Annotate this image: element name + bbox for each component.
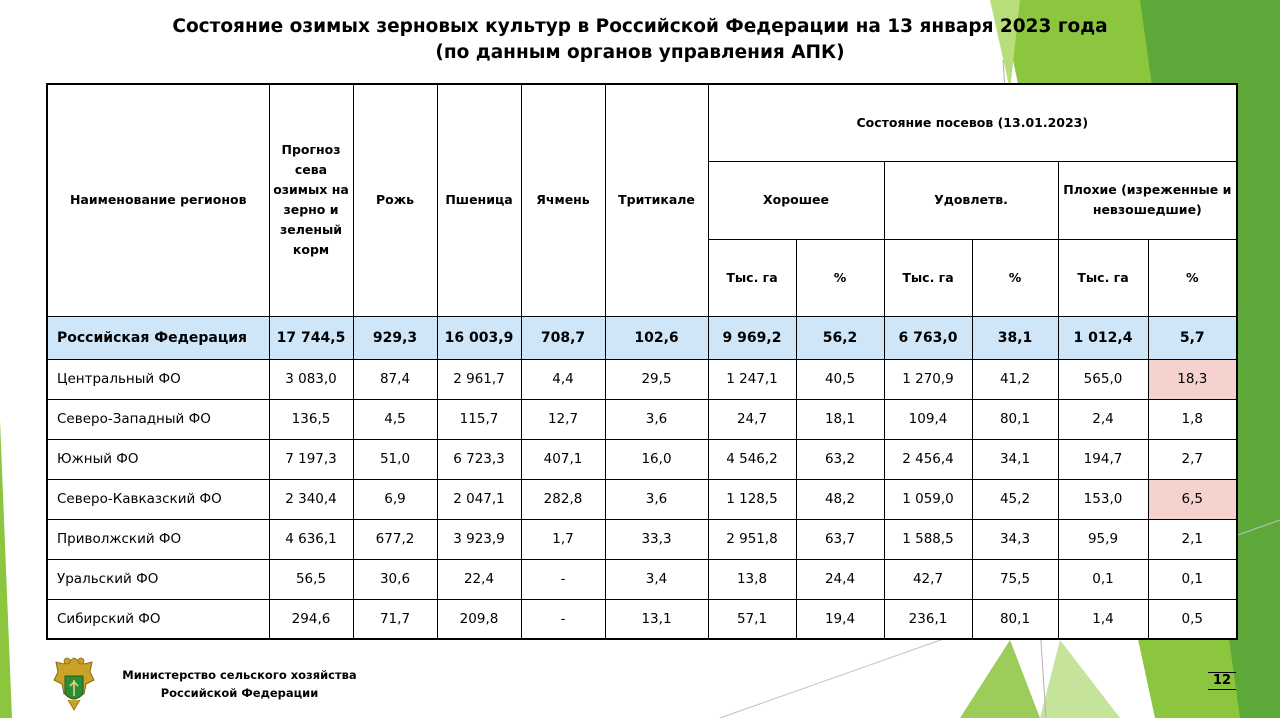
cell-sat-pct: 75,5 <box>972 559 1058 599</box>
cell-poor-ha: 565,0 <box>1058 359 1148 399</box>
region-name-cell: Уральский ФО <box>47 559 269 599</box>
ministry-line2: Российской Федерации <box>160 686 319 700</box>
cell-triticale: 3,6 <box>605 399 708 439</box>
cell-poor-pct: 0,1 <box>1148 559 1237 599</box>
cell-poor-pct: 1,8 <box>1148 399 1237 439</box>
region-name-cell: Российская Федерация <box>47 316 269 359</box>
coat-of-arms-icon <box>50 654 98 712</box>
cell-good-ha: 1 247,1 <box>708 359 796 399</box>
page-number: 12 <box>1208 672 1236 690</box>
header-forecast: Прогноз сева озимых на зерно и зеленый корм <box>269 84 353 316</box>
header-satisfactory: Удовлетв. <box>884 161 1058 239</box>
cell-triticale: 3,4 <box>605 559 708 599</box>
cell-triticale: 33,3 <box>605 519 708 559</box>
cell-good-ha: 57,1 <box>708 599 796 639</box>
cell-sat-pct: 45,2 <box>972 479 1058 519</box>
cell-sat-pct: 80,1 <box>972 399 1058 439</box>
cell-rye: 4,5 <box>353 399 437 439</box>
cell-poor-pct: 5,7 <box>1148 316 1237 359</box>
table-row <box>47 479 1237 519</box>
header-barley: Ячмень <box>521 84 605 316</box>
cell-wheat: 2 961,7 <box>437 359 521 399</box>
cell-good-ha: 24,7 <box>708 399 796 439</box>
cell-good-pct: 48,2 <box>796 479 884 519</box>
cell-good-pct: 24,4 <box>796 559 884 599</box>
ministry-name <box>112 666 367 702</box>
cell-good-pct: 56,2 <box>796 316 884 359</box>
cell-good-pct: 63,7 <box>796 519 884 559</box>
region-name-cell: Северо-Кавказский ФО <box>47 479 269 519</box>
cell-good-pct: 18,1 <box>796 399 884 439</box>
cell-triticale: 3,6 <box>605 479 708 519</box>
header-triticale: Тритикале <box>605 84 708 316</box>
cell-good-pct: 40,5 <box>796 359 884 399</box>
region-name-cell: Южный ФО <box>47 439 269 479</box>
cell-triticale: 16,0 <box>605 439 708 479</box>
cell-triticale: 102,6 <box>605 316 708 359</box>
cell-barley: 708,7 <box>521 316 605 359</box>
header-good-pct: % <box>796 239 884 316</box>
cell-sat-pct: 80,1 <box>972 599 1058 639</box>
ministry-line1: Министерство сельского хозяйства <box>122 668 357 682</box>
cell-barley: - <box>521 599 605 639</box>
cell-sat-pct: 34,1 <box>972 439 1058 479</box>
header-poor: Плохие (изреженные и невзошедшие) <box>1058 161 1237 239</box>
cell-sat-pct: 41,2 <box>972 359 1058 399</box>
cell-barley: 12,7 <box>521 399 605 439</box>
region-name-cell: Северо-Западный ФО <box>47 399 269 439</box>
cell-wheat: 115,7 <box>437 399 521 439</box>
table-row-total <box>47 316 1237 359</box>
header-good: Хорошее <box>708 161 884 239</box>
region-name-cell: Сибирский ФО <box>47 599 269 639</box>
cell-good-ha: 9 969,2 <box>708 316 796 359</box>
cell-barley: - <box>521 559 605 599</box>
cell-sat-ha: 109,4 <box>884 399 972 439</box>
cell-triticale: 29,5 <box>605 359 708 399</box>
cell-sat-ha: 1 270,9 <box>884 359 972 399</box>
cell-good-pct: 63,2 <box>796 439 884 479</box>
cell-forecast: 294,6 <box>269 599 353 639</box>
cell-forecast: 3 083,0 <box>269 359 353 399</box>
cell-rye: 30,6 <box>353 559 437 599</box>
cell-sat-ha: 42,7 <box>884 559 972 599</box>
cell-poor-ha: 194,7 <box>1058 439 1148 479</box>
cell-forecast: 7 197,3 <box>269 439 353 479</box>
cell-sat-ha: 1 588,5 <box>884 519 972 559</box>
cell-forecast: 2 340,4 <box>269 479 353 519</box>
cell-rye: 51,0 <box>353 439 437 479</box>
cell-barley: 4,4 <box>521 359 605 399</box>
cell-barley: 407,1 <box>521 439 605 479</box>
cell-sat-ha: 2 456,4 <box>884 439 972 479</box>
cell-good-ha: 13,8 <box>708 559 796 599</box>
cell-sat-ha: 1 059,0 <box>884 479 972 519</box>
cell-barley: 282,8 <box>521 479 605 519</box>
cell-wheat: 22,4 <box>437 559 521 599</box>
cell-forecast: 17 744,5 <box>269 316 353 359</box>
slide-title-line1: Состояние озимых зерновых культур в Российской Федерации на 13 января 2023 года <box>172 16 1108 37</box>
cell-good-ha: 4 546,2 <box>708 439 796 479</box>
table-row <box>47 359 1237 399</box>
cell-poor-ha: 2,4 <box>1058 399 1148 439</box>
cell-wheat: 2 047,1 <box>437 479 521 519</box>
cell-triticale: 13,1 <box>605 599 708 639</box>
cell-rye: 71,7 <box>353 599 437 639</box>
cell-good-ha: 1 128,5 <box>708 479 796 519</box>
cell-poor-ha: 1,4 <box>1058 599 1148 639</box>
cell-wheat: 209,8 <box>437 599 521 639</box>
cell-rye: 929,3 <box>353 316 437 359</box>
table-row <box>47 439 1237 479</box>
cell-wheat: 6 723,3 <box>437 439 521 479</box>
table-row <box>47 559 1237 599</box>
cell-good-pct: 19,4 <box>796 599 884 639</box>
cell-poor-pct: 0,5 <box>1148 599 1237 639</box>
table-row <box>47 519 1237 559</box>
cell-good-ha: 2 951,8 <box>708 519 796 559</box>
table-row <box>47 599 1237 639</box>
cell-sat-ha: 6 763,0 <box>884 316 972 359</box>
cell-poor-pct: 2,1 <box>1148 519 1237 559</box>
table-row <box>47 399 1237 439</box>
cell-rye: 677,2 <box>353 519 437 559</box>
region-name-cell: Центральный ФО <box>47 359 269 399</box>
header-region: Наименование регионов <box>47 84 269 316</box>
header-rye: Рожь <box>353 84 437 316</box>
cell-sat-ha: 236,1 <box>884 599 972 639</box>
header-sat-ha: Тыс. га <box>884 239 972 316</box>
header-condition: Состояние посевов (13.01.2023) <box>708 84 1237 161</box>
cell-forecast: 4 636,1 <box>269 519 353 559</box>
cell-poor-ha: 95,9 <box>1058 519 1148 559</box>
cell-poor-ha: 0,1 <box>1058 559 1148 599</box>
winter-crops-table <box>46 83 1238 640</box>
table-body <box>47 316 1237 639</box>
cell-forecast: 56,5 <box>269 559 353 599</box>
cell-poor-ha: 153,0 <box>1058 479 1148 519</box>
slide-title-line2: (по данным органов управления АПК) <box>435 42 845 63</box>
header-poor-ha: Тыс. га <box>1058 239 1148 316</box>
cell-forecast: 136,5 <box>269 399 353 439</box>
header-poor-pct: % <box>1148 239 1237 316</box>
cell-barley: 1,7 <box>521 519 605 559</box>
cell-poor-pct: 18,3 <box>1148 359 1237 399</box>
region-name-cell: Приволжский ФО <box>47 519 269 559</box>
header-wheat: Пшеница <box>437 84 521 316</box>
cell-sat-pct: 38,1 <box>972 316 1058 359</box>
cell-wheat: 16 003,9 <box>437 316 521 359</box>
header-good-ha: Тыс. га <box>708 239 796 316</box>
cell-rye: 6,9 <box>353 479 437 519</box>
cell-poor-ha: 1 012,4 <box>1058 316 1148 359</box>
cell-rye: 87,4 <box>353 359 437 399</box>
cell-wheat: 3 923,9 <box>437 519 521 559</box>
cell-poor-pct: 2,7 <box>1148 439 1237 479</box>
cell-sat-pct: 34,3 <box>972 519 1058 559</box>
header-sat-pct: % <box>972 239 1058 316</box>
slide-title <box>90 14 1190 66</box>
cell-poor-pct: 6,5 <box>1148 479 1237 519</box>
